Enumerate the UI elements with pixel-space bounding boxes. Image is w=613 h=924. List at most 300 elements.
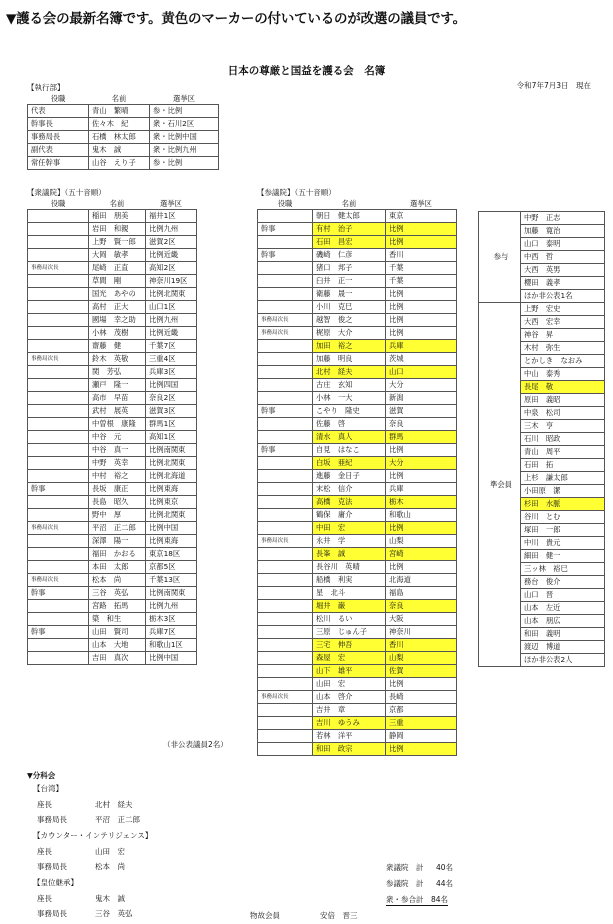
member-name: 高村 正大 bbox=[89, 301, 146, 314]
member-name: 臼井 正一 bbox=[313, 275, 386, 288]
member-district: 比例中国 bbox=[146, 522, 197, 535]
member-district: 三重4区 bbox=[146, 353, 197, 366]
shugiin-row bbox=[28, 405, 197, 418]
shugiin-row bbox=[28, 314, 197, 327]
shugiin-row bbox=[28, 392, 197, 405]
member-district: 滋賀2区 bbox=[146, 236, 197, 249]
member-name: 船橋 利実 bbox=[313, 574, 386, 587]
member-name: こやり 隆史 bbox=[313, 405, 386, 418]
shugiin-row bbox=[28, 301, 197, 314]
member-name: 小林 茂樹 bbox=[89, 327, 146, 340]
member-name: 鶴保 庸介 bbox=[313, 509, 386, 522]
member-district: 比例東海 bbox=[146, 535, 197, 548]
member-name: 山本 左近 bbox=[521, 602, 605, 615]
shugiin-row bbox=[28, 626, 197, 639]
shugiin-row bbox=[28, 379, 197, 392]
member-district: 京都5区 bbox=[146, 561, 197, 574]
sanyo-row bbox=[479, 212, 605, 225]
member-name: 越智 俊之 bbox=[313, 314, 386, 327]
exec-row bbox=[28, 157, 219, 170]
member-district: 北海道 bbox=[386, 574, 457, 587]
member-role bbox=[258, 743, 313, 756]
deceased-name: 安倍 晋三 bbox=[320, 911, 358, 920]
member-district: 滋賀3区 bbox=[146, 405, 197, 418]
member-name: 小林 一大 bbox=[313, 392, 386, 405]
member-name: 山本 大地 bbox=[89, 639, 146, 652]
member-role: 事務局次長 bbox=[28, 262, 89, 275]
member-name: 青山 周平 bbox=[521, 446, 605, 459]
member-district: 福井1区 bbox=[146, 210, 197, 223]
member-district: 千葉 bbox=[386, 262, 457, 275]
member-name: 原田 義昭 bbox=[521, 394, 605, 407]
sangiin-row bbox=[258, 457, 457, 470]
sangiin-row bbox=[258, 470, 457, 483]
subcommittee-title: 【台湾】 bbox=[33, 784, 63, 793]
member-name: 上野 賢一郎 bbox=[89, 236, 146, 249]
member-role bbox=[258, 561, 313, 574]
sangiin-table bbox=[257, 198, 457, 756]
sangiin-header-name: 名前 bbox=[341, 199, 357, 208]
member-role bbox=[28, 535, 89, 548]
member-name: 武村 展英 bbox=[89, 405, 146, 418]
sangiin-row bbox=[258, 223, 457, 236]
member-name: 山田 賢司 bbox=[89, 626, 146, 639]
sangiin-row bbox=[258, 379, 457, 392]
member-role bbox=[258, 665, 313, 678]
member-name: 高市 早苗 bbox=[89, 392, 146, 405]
member-name: 山口 泰明 bbox=[521, 238, 605, 251]
member-district: 比例東京 bbox=[146, 496, 197, 509]
member-name: 國場 幸之助 bbox=[89, 314, 146, 327]
member-district: 栃木3区 bbox=[146, 613, 197, 626]
member-name: 岩田 和親 bbox=[89, 223, 146, 236]
member-name: ほか非公表2人 bbox=[521, 654, 605, 667]
member-district: 福島 bbox=[386, 587, 457, 600]
subcommittee-role: 事務局長 bbox=[37, 815, 67, 824]
member-district: 佐賀 bbox=[386, 665, 457, 678]
member-district: 比例 bbox=[386, 561, 457, 574]
subcommittee-member: 松本 尚 bbox=[95, 862, 125, 871]
member-role bbox=[28, 652, 89, 665]
member-name: 齋藤 健 bbox=[89, 340, 146, 353]
member-role: 幹事 bbox=[28, 587, 89, 600]
shugiin-row bbox=[28, 275, 197, 288]
shugiin-row bbox=[28, 418, 197, 431]
member-name: 有村 治子 bbox=[313, 223, 386, 236]
member-name: 細田 健一 bbox=[521, 550, 605, 563]
member-district: 比例九州 bbox=[146, 223, 197, 236]
shugiin-row bbox=[28, 223, 197, 236]
total-all bbox=[386, 894, 448, 906]
shugiin-row bbox=[28, 483, 197, 496]
member-name: 小田原 潔 bbox=[521, 485, 605, 498]
member-district: 兵庫7区 bbox=[146, 626, 197, 639]
subcommittee-label: ▼分科会 bbox=[27, 771, 56, 780]
member-district: 比例 bbox=[386, 301, 457, 314]
member-role bbox=[28, 275, 89, 288]
member-role bbox=[258, 366, 313, 379]
member-name: 深澤 陽一 bbox=[89, 535, 146, 548]
member-name: 末松 信介 bbox=[313, 483, 386, 496]
member-name: 中村 裕之 bbox=[89, 470, 146, 483]
member-name: 和田 政宗 bbox=[313, 743, 386, 756]
member-role bbox=[258, 613, 313, 626]
member-name: 佐々木 紀 bbox=[89, 118, 150, 131]
sangiin-row bbox=[258, 704, 457, 717]
exec-header-name: 名前 bbox=[111, 94, 127, 103]
member-role bbox=[28, 509, 89, 522]
member-district: 山梨 bbox=[386, 652, 457, 665]
member-district: 比例北関東 bbox=[146, 288, 197, 301]
member-name: 木村 弥生 bbox=[521, 342, 605, 355]
member-district: 比例 bbox=[386, 223, 457, 236]
member-name: 山田 宏 bbox=[313, 678, 386, 691]
sangiin-row bbox=[258, 418, 457, 431]
shugiin-row bbox=[28, 457, 197, 470]
member-name: 石田 昌宏 bbox=[313, 236, 386, 249]
page-heading: ▼護る会の最新名簿です。黄色のマーカーの付いているのが改選の議員です。 bbox=[6, 11, 466, 27]
member-role bbox=[258, 509, 313, 522]
shugiin-row bbox=[28, 587, 197, 600]
sangiin-row bbox=[258, 522, 457, 535]
member-role bbox=[28, 444, 89, 457]
shugiin-row bbox=[28, 353, 197, 366]
member-name: 鬼木 誠 bbox=[89, 144, 150, 157]
sangiin-row bbox=[258, 405, 457, 418]
shugiin-label: 【衆議院】（五十音順） bbox=[27, 188, 106, 197]
member-role bbox=[258, 418, 313, 431]
member-name: 加藤 明良 bbox=[313, 353, 386, 366]
member-role bbox=[258, 431, 313, 444]
member-district: 比例北海道 bbox=[146, 470, 197, 483]
shugiin-row bbox=[28, 522, 197, 535]
subcommittee-role: 事務局長 bbox=[37, 909, 67, 918]
jun-label: 準会員 bbox=[479, 303, 521, 667]
member-district: 高知1区 bbox=[146, 431, 197, 444]
member-name: 和田 義明 bbox=[521, 628, 605, 641]
member-role bbox=[28, 288, 89, 301]
member-role: 事務局次長 bbox=[28, 574, 89, 587]
member-name: 山下 雄平 bbox=[313, 665, 386, 678]
member-role: 事務局次長 bbox=[258, 535, 313, 548]
member-name: 山本 啓介 bbox=[313, 691, 386, 704]
shugiin-row bbox=[28, 470, 197, 483]
member-role bbox=[28, 210, 89, 223]
member-district: 神奈川 bbox=[386, 626, 457, 639]
member-role bbox=[28, 236, 89, 249]
member-district: 山口1区 bbox=[146, 301, 197, 314]
advisor-table bbox=[478, 211, 605, 667]
member-role bbox=[258, 288, 313, 301]
jun-row bbox=[479, 303, 605, 316]
member-role bbox=[258, 353, 313, 366]
member-district: 京都 bbox=[386, 704, 457, 717]
member-role bbox=[258, 236, 313, 249]
sangiin-row bbox=[258, 691, 457, 704]
sangiin-row bbox=[258, 509, 457, 522]
member-district: 比例九州 bbox=[146, 314, 197, 327]
member-name: 小川 克巳 bbox=[313, 301, 386, 314]
member-role: 事務局次長 bbox=[28, 353, 89, 366]
deceased-label: 物故会員 bbox=[250, 911, 280, 920]
document-title: 日本の尊厳と国益を護る会 名簿 bbox=[227, 65, 386, 77]
member-role bbox=[28, 639, 89, 652]
member-name: 中谷 真一 bbox=[89, 444, 146, 457]
member-name: 高橋 克法 bbox=[313, 496, 386, 509]
shugiin-row bbox=[28, 249, 197, 262]
sangiin-row bbox=[258, 483, 457, 496]
total-all-label: 衆・参合計 bbox=[386, 895, 424, 904]
subcommittee-title: 【カウンター・インテリジェンス】 bbox=[33, 831, 153, 840]
member-role bbox=[28, 392, 89, 405]
member-name: 鈴木 英敬 bbox=[89, 353, 146, 366]
member-name: 谷川 とむ bbox=[521, 511, 605, 524]
total-shu-label: 衆議院 計 bbox=[386, 863, 424, 872]
member-district: 群馬 bbox=[386, 431, 457, 444]
sanyo-label: 参与 bbox=[479, 212, 521, 303]
sangiin-row bbox=[258, 639, 457, 652]
sangiin-row bbox=[258, 340, 457, 353]
member-district: 三重 bbox=[386, 717, 457, 730]
member-name: 加藤 寛治 bbox=[521, 225, 605, 238]
sangiin-row bbox=[258, 249, 457, 262]
member-role bbox=[28, 418, 89, 431]
member-district: 滋賀 bbox=[386, 405, 457, 418]
member-name: 中野 正志 bbox=[521, 212, 605, 225]
member-name: 上野 宏史 bbox=[521, 303, 605, 316]
member-name: 瀬戸 隆一 bbox=[89, 379, 146, 392]
member-name: 上杉 謙太郎 bbox=[521, 472, 605, 485]
member-role bbox=[258, 522, 313, 535]
subcommittee-member: 三谷 英弘 bbox=[95, 909, 133, 918]
document-date: 令和7年7月3日 現在 bbox=[516, 81, 591, 90]
member-name: 中川 貴元 bbox=[521, 537, 605, 550]
member-role bbox=[258, 548, 313, 561]
member-name: 吉田 真次 bbox=[89, 652, 146, 665]
member-role bbox=[28, 314, 89, 327]
member-name: 朝日 健太郎 bbox=[313, 210, 386, 223]
member-role bbox=[258, 587, 313, 600]
member-district: 比例九州 bbox=[146, 600, 197, 613]
member-role bbox=[28, 496, 89, 509]
member-role bbox=[28, 470, 89, 483]
member-name: 松川 るい bbox=[313, 613, 386, 626]
member-district: 比例 bbox=[386, 314, 457, 327]
member-name: 中山 泰秀 bbox=[521, 368, 605, 381]
member-name: 塚田 一郎 bbox=[521, 524, 605, 537]
member-role: 事務局次長 bbox=[258, 691, 313, 704]
shugiin-note: （非公表議員2名） bbox=[163, 740, 228, 749]
member-role bbox=[258, 392, 313, 405]
member-district: 千葉 bbox=[386, 275, 457, 288]
member-district: 比例四国 bbox=[146, 379, 197, 392]
member-role bbox=[258, 652, 313, 665]
member-role bbox=[28, 600, 89, 613]
member-role bbox=[28, 405, 89, 418]
member-district: 群馬1区 bbox=[146, 418, 197, 431]
sangiin-header-district: 選挙区 bbox=[410, 199, 432, 208]
member-district: 奈良 bbox=[386, 600, 457, 613]
sangiin-row bbox=[258, 275, 457, 288]
member-name: 杉田 水脈 bbox=[521, 498, 605, 511]
sangiin-row bbox=[258, 561, 457, 574]
member-role: 幹事 bbox=[258, 223, 313, 236]
member-role: 幹事 bbox=[28, 626, 89, 639]
sangiin-label: 【参議院】（五十音順） bbox=[257, 188, 336, 197]
member-name: 尾崎 正直 bbox=[89, 262, 146, 275]
member-district: 兵庫3区 bbox=[146, 366, 197, 379]
member-name: 石川 昭政 bbox=[521, 433, 605, 446]
member-district: 静岡 bbox=[386, 730, 457, 743]
member-district: 兵庫 bbox=[386, 483, 457, 496]
sangiin-row bbox=[258, 210, 457, 223]
shugiin-row bbox=[28, 574, 197, 587]
sangiin-row bbox=[258, 574, 457, 587]
member-name: 猪口 邦子 bbox=[313, 262, 386, 275]
member-name: 三宅 伸吾 bbox=[313, 639, 386, 652]
member-name: 石橋 林太郎 bbox=[89, 131, 150, 144]
member-name: 長峯 誠 bbox=[313, 548, 386, 561]
member-name: 森屋 宏 bbox=[313, 652, 386, 665]
member-role bbox=[258, 262, 313, 275]
member-role: 副代表 bbox=[28, 144, 89, 157]
member-district: 奈良2区 bbox=[146, 392, 197, 405]
sangiin-row bbox=[258, 717, 457, 730]
shugiin-row bbox=[28, 548, 197, 561]
member-role bbox=[258, 301, 313, 314]
member-name: 簗 和生 bbox=[89, 613, 146, 626]
member-role: 常任幹事 bbox=[28, 157, 89, 170]
member-district: 新潟 bbox=[386, 392, 457, 405]
member-district: 和歌山 bbox=[386, 509, 457, 522]
member-role bbox=[28, 249, 89, 262]
member-district: 比例南関東 bbox=[146, 444, 197, 457]
sangiin-row bbox=[258, 236, 457, 249]
sangiin-row bbox=[258, 652, 457, 665]
shugiin-row bbox=[28, 431, 197, 444]
total-shu-value: 40名 bbox=[436, 863, 454, 872]
shugiin-row bbox=[28, 366, 197, 379]
member-district: 比例 bbox=[386, 743, 457, 756]
member-role: 幹事 bbox=[258, 249, 313, 262]
member-role bbox=[258, 470, 313, 483]
member-district: 高知2区 bbox=[146, 262, 197, 275]
member-district: 兵庫 bbox=[386, 340, 457, 353]
member-role bbox=[258, 574, 313, 587]
member-name: 青山 繁晴 bbox=[89, 105, 150, 118]
exec-row bbox=[28, 144, 219, 157]
member-name: 長島 昭久 bbox=[89, 496, 146, 509]
member-name: 堀井 巌 bbox=[313, 600, 386, 613]
member-role bbox=[258, 626, 313, 639]
member-name: 清水 真人 bbox=[313, 431, 386, 444]
shugiin-header-name: 名前 bbox=[109, 199, 125, 208]
member-district: 比例 bbox=[386, 470, 457, 483]
member-district: 神奈川19区 bbox=[146, 275, 197, 288]
member-district: 東京 bbox=[386, 210, 457, 223]
sangiin-row bbox=[258, 587, 457, 600]
member-district: 千葉7区 bbox=[146, 340, 197, 353]
member-name: 中田 宏 bbox=[313, 522, 386, 535]
member-role bbox=[28, 223, 89, 236]
sangiin-row bbox=[258, 353, 457, 366]
member-role bbox=[28, 340, 89, 353]
member-name: 若林 洋平 bbox=[313, 730, 386, 743]
member-role bbox=[28, 561, 89, 574]
shugiin-row bbox=[28, 561, 197, 574]
member-role bbox=[28, 366, 89, 379]
member-district: 茨城 bbox=[386, 353, 457, 366]
subcommittee-member: 北村 経夫 bbox=[95, 800, 133, 809]
shugiin-row bbox=[28, 262, 197, 275]
member-district: 比例北関東 bbox=[146, 509, 197, 522]
sangiin-row bbox=[258, 431, 457, 444]
member-role: 事務局次長 bbox=[258, 314, 313, 327]
member-name: 吉井 章 bbox=[313, 704, 386, 717]
member-role: 事務局次長 bbox=[258, 327, 313, 340]
member-name: 神谷 昇 bbox=[521, 329, 605, 342]
member-role bbox=[28, 457, 89, 470]
member-district: 参・比例 bbox=[150, 105, 219, 118]
member-name: 中谷 元 bbox=[89, 431, 146, 444]
shugiin-row bbox=[28, 600, 197, 613]
shugiin-row bbox=[28, 509, 197, 522]
member-role: 幹事長 bbox=[28, 118, 89, 131]
sangiin-row bbox=[258, 535, 457, 548]
sangiin-row bbox=[258, 444, 457, 457]
sangiin-row bbox=[258, 262, 457, 275]
member-district: 参・比例 bbox=[150, 157, 219, 170]
member-name: 梶原 大介 bbox=[313, 327, 386, 340]
member-name: 加田 裕之 bbox=[313, 340, 386, 353]
member-name: 大西 宏幸 bbox=[521, 316, 605, 329]
subcommittee-title: 【皇位継承】 bbox=[33, 878, 78, 887]
member-name: 三谷 英弘 bbox=[89, 587, 146, 600]
member-name: 山谷 えり子 bbox=[89, 157, 150, 170]
sangiin-header-role: 役職 bbox=[277, 199, 293, 208]
member-role bbox=[258, 704, 313, 717]
member-name: 白坂 亜紀 bbox=[313, 457, 386, 470]
member-district: 東京18区 bbox=[146, 548, 197, 561]
member-role bbox=[28, 327, 89, 340]
member-name: 中西 哲 bbox=[521, 251, 605, 264]
sangiin-row bbox=[258, 613, 457, 626]
member-role: 幹事 bbox=[28, 483, 89, 496]
shugiin-header-role: 役職 bbox=[50, 199, 66, 208]
member-district: 比例近畿 bbox=[146, 249, 197, 262]
member-name: 磯崎 仁彦 bbox=[313, 249, 386, 262]
member-role: 代表 bbox=[28, 105, 89, 118]
member-district: 大分 bbox=[386, 457, 457, 470]
shugiin-row bbox=[28, 340, 197, 353]
subcommittee-role: 座長 bbox=[37, 800, 52, 809]
member-name: 福田 かおる bbox=[89, 548, 146, 561]
sangiin-row bbox=[258, 665, 457, 678]
exec-row bbox=[28, 131, 219, 144]
member-role bbox=[28, 379, 89, 392]
member-role bbox=[258, 483, 313, 496]
total-san-label: 参議院 計 bbox=[386, 879, 424, 888]
shugiin-header-district: 選挙区 bbox=[160, 199, 182, 208]
member-district: 宮崎 bbox=[386, 548, 457, 561]
member-district: 大阪 bbox=[386, 613, 457, 626]
shugiin-row bbox=[28, 639, 197, 652]
sangiin-row bbox=[258, 327, 457, 340]
member-role: 幹事 bbox=[258, 444, 313, 457]
member-name: 進藤 金日子 bbox=[313, 470, 386, 483]
member-name: 北村 経夫 bbox=[313, 366, 386, 379]
member-name: 中曽根 康隆 bbox=[89, 418, 146, 431]
